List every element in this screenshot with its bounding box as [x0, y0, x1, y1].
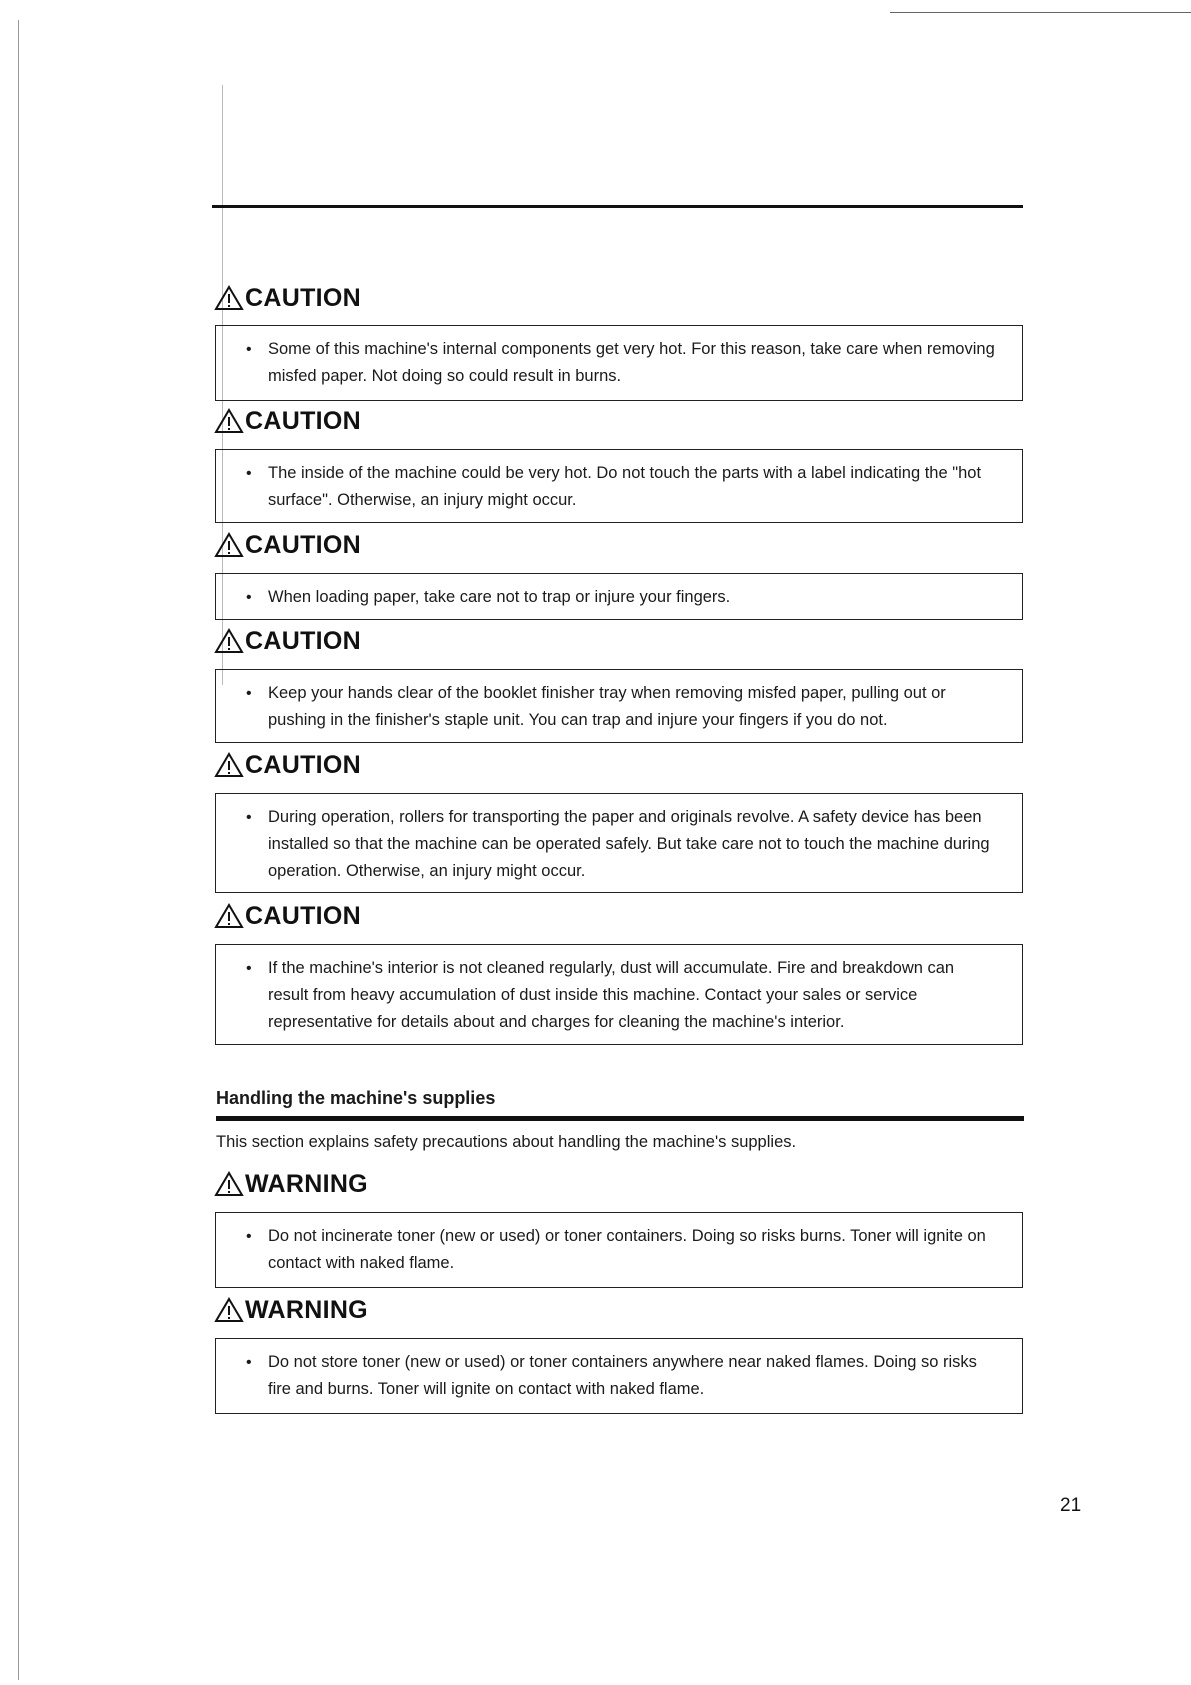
caution-label: CAUTION	[245, 901, 361, 930]
caution-label: CAUTION	[245, 530, 361, 559]
warning-triangle-icon	[214, 532, 244, 558]
scan-top-line	[890, 12, 1191, 13]
warning-label: WARNING	[245, 1295, 368, 1324]
scan-margin-line	[18, 20, 19, 1680]
warning-heading	[214, 1166, 368, 1202]
warning-text: • Do not store toner (new or used) or toner containers anywhere near naked flames. Doing so risks fire and burns. Toner will ignite on contact with naked flame.	[246, 1349, 998, 1403]
warning-triangle-icon	[214, 285, 244, 311]
caution-label: CAUTION	[245, 283, 361, 312]
warning-triangle-icon	[214, 628, 244, 654]
header-rule	[212, 205, 1023, 208]
warning-box	[215, 1338, 1023, 1414]
warning-box	[215, 1212, 1023, 1288]
warning-triangle-icon	[214, 408, 244, 434]
warning-triangle-icon	[214, 903, 244, 929]
caution-heading	[214, 623, 361, 659]
warning-triangle-icon	[214, 1171, 244, 1197]
caution-text: • Keep your hands clear of the booklet finisher tray when removing misfed paper, pulling out or pushing in the finisher's staple unit. You can trap and injure your fingers if you do not.	[246, 680, 998, 734]
caution-text: • If the machine's interior is not cleaned regularly, dust will accumulate. Fire and breakdown can result from heavy accumulation of dust inside this machine. Contact your sales or service representative for details about and charges for cleaning the machine's interior.	[246, 955, 998, 1036]
caution-heading	[214, 280, 361, 316]
caution-text: • When loading paper, take care not to trap or injure your fingers.	[246, 584, 998, 611]
caution-heading	[214, 747, 361, 783]
caution-heading	[214, 403, 361, 439]
caution-text: • During operation, rollers for transporting the paper and originals revolve. A safety device has been installed so that the machine can be operated safely. But take care not to touch the machine during operation. Otherwise, an injury might occur.	[246, 804, 998, 885]
warning-text: • Do not incinerate toner (new or used) or toner containers. Doing so risks burns. Toner will ignite on contact with naked flame.	[246, 1223, 998, 1277]
section-intro: This section explains safety precautions about handling the machine's supplies.	[216, 1133, 797, 1151]
warning-label: WARNING	[245, 1169, 368, 1198]
section-title: Handling the machine's supplies	[216, 1088, 496, 1108]
caution-text: • The inside of the machine could be very hot. Do not touch the parts with a label indicating the "hot surface". Otherwise, an injury might occur.	[246, 460, 998, 514]
page-number: 21	[1060, 1495, 1082, 1516]
caution-label: CAUTION	[245, 750, 361, 779]
caution-label: CAUTION	[245, 406, 361, 435]
caution-box	[215, 573, 1023, 620]
caution-box	[215, 944, 1023, 1045]
caution-box	[215, 793, 1023, 893]
caution-label: CAUTION	[245, 626, 361, 655]
warning-triangle-icon	[214, 1297, 244, 1323]
caution-heading	[214, 527, 361, 563]
caution-heading	[214, 898, 361, 934]
warning-heading	[214, 1292, 368, 1328]
caution-box	[215, 669, 1023, 743]
section-rule	[216, 1116, 1024, 1121]
caution-box	[215, 325, 1023, 401]
warning-triangle-icon	[214, 752, 244, 778]
caution-box	[215, 449, 1023, 523]
caution-text: • Some of this machine's internal components get very hot. For this reason, take care when removing misfed paper. Not doing so could result in burns.	[246, 336, 998, 390]
